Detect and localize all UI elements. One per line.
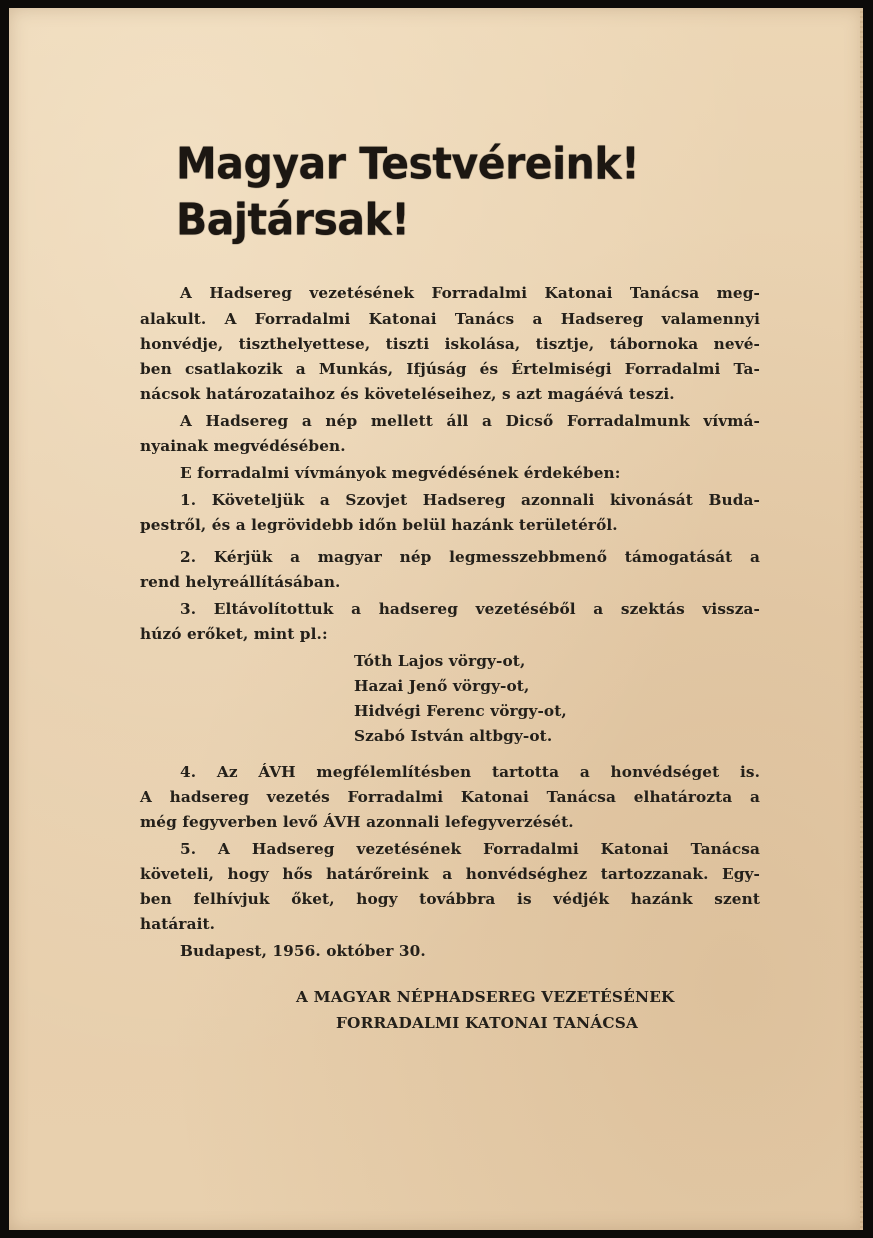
item1-line-1: 1. Követeljük a Szovjet Hadsereg azonnali kivonását Buda- bbox=[180, 491, 760, 509]
item1-line-2: pestről, és a legrövidebb időn belül hazánk területéről. bbox=[140, 516, 618, 534]
p2-line-2: nyainak megvédésében. bbox=[140, 437, 346, 455]
item4-line-3: még fegyverben levő ÁVH azonnali lefegyverzését. bbox=[140, 813, 574, 831]
item3-line-2: húzó erőket, mint pl.: bbox=[140, 625, 328, 643]
p1-line-5: nácsok határozataihoz és követeléseihez, s azt magáévá teszi. bbox=[140, 385, 675, 403]
signature-line-2: FORRADALMI KATONAI TANÁCSA bbox=[336, 1014, 639, 1032]
item3-line-1: 3. Eltávolítottuk a hadsereg vezetéséből a szektás vissza- bbox=[180, 600, 760, 618]
headline-line-2: Bajtársak! bbox=[176, 194, 410, 246]
p1-line-2: alakult. A Forradalmi Katonai Tanács a Hadsereg valamennyi bbox=[140, 310, 760, 328]
name-2: Hazai Jenő vörgy-ot, bbox=[354, 677, 530, 695]
headline bbox=[176, 136, 639, 248]
item2-line-2: rend helyreállításában. bbox=[140, 573, 341, 591]
item2-line-1: 2. Kérjük a magyar nép legmesszebbmenő támogatását a bbox=[180, 548, 760, 566]
p2-line-1: A Hadsereg a nép mellett áll a Dicső Forradalmunk vívmá- bbox=[180, 412, 760, 430]
item4-line-1: 4. Az ÁVH megfélemlítésben tartotta a honvédséget is. bbox=[180, 763, 760, 781]
p1-line-4: ben csatlakozik a Munkás, Ifjúság és Értelmiségi Forradalmi Ta- bbox=[140, 360, 760, 378]
name-1: Tóth Lajos vörgy-ot, bbox=[354, 652, 526, 670]
p1-line-3: honvédje, tiszthelyettese, tiszti iskolása, tisztje, tábornoka nevé- bbox=[140, 335, 760, 353]
item4-line-2: A hadsereg vezetés Forradalmi Katonai Tanácsa elhatározta a bbox=[140, 788, 760, 806]
p3-line: E forradalmi vívmányok megvédésének érdekében: bbox=[180, 464, 621, 482]
item5-line-4: határait. bbox=[140, 915, 216, 933]
headline-line-1: Magyar Testvéreink! bbox=[176, 138, 640, 189]
name-4: Szabó István altbgy-ot. bbox=[354, 727, 553, 745]
item5-line-1: 5. A Hadsereg vezetésének Forradalmi Katonai Tanácsa bbox=[180, 840, 760, 858]
p1-line-1: A Hadsereg vezetésének Forradalmi Katonai Tanácsa meg- bbox=[180, 284, 760, 302]
name-3: Hidvégi Ferenc vörgy-ot, bbox=[354, 702, 567, 720]
item5-line-2: követeli, hogy hős határőreink a honvédséghez tartozzanak. Egy- bbox=[140, 865, 760, 883]
date-line: Budapest, 1956. október 30. bbox=[180, 942, 426, 960]
signature-line-1: A MAGYAR NÉPHADSEREG VEZETÉSÉNEK bbox=[296, 988, 675, 1006]
item5-line-3: ben felhívjuk őket, hogy továbbra is védjék hazánk szent bbox=[140, 890, 760, 908]
paper-edge bbox=[860, 8, 863, 1230]
